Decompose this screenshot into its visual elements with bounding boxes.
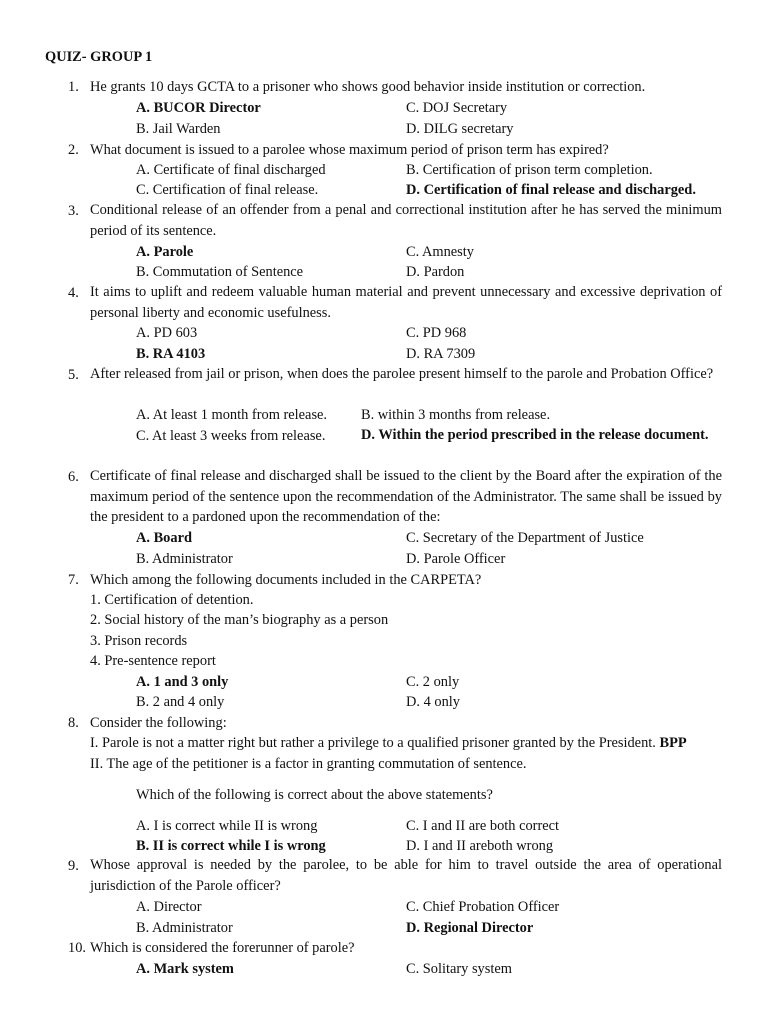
question-number: 6. [68, 469, 79, 485]
answer-option: B. Jail Warden [136, 121, 221, 137]
answer-option: B. 2 and 4 only [136, 694, 225, 710]
question-stem: After released from jail or prison, when does the parolee present himself to the parole and Probation Office? [90, 366, 714, 382]
question-number: 10. [68, 940, 86, 956]
statement-two: II. The age of the petitioner is a factor in granting commutation of sentence. [90, 756, 527, 772]
question-stem: Conditional release of an offender from a penal and correctional institution after he has served the minimum period of its sentence. [90, 202, 722, 239]
question-stem: Certificate of final release and discharged shall be issued to the client by the Board after the expiration of the maximum period of the sentence upon the recommendation of the Administrator. The same shall be issued by the president to a pardoned upon the recommendation of the: [90, 468, 722, 525]
answer-option: B. Administrator [136, 551, 233, 567]
answer-option-correct: A. BUCOR Director [136, 100, 261, 116]
statement-one-tag: BPP [659, 735, 687, 751]
answer-option: C. PD 968 [406, 325, 467, 341]
question-stem: Whose approval is needed by the parolee, to be able for him to travel outside the area of operational jurisdiction of the Parole officer? [90, 857, 722, 894]
answer-option: C. Certification of final release. [136, 182, 319, 198]
answer-option: D. I and II areboth wrong [406, 838, 554, 854]
answer-option-correct: A. Board [136, 530, 192, 546]
answer-option: C. Amnesty [406, 244, 474, 260]
list-item: 4. Pre-sentence report [90, 653, 216, 669]
answer-option: A. Director [136, 899, 202, 915]
list-item: 1. Certification of detention. [90, 592, 254, 608]
answer-option-correct: B. II is correct while I is wrong [136, 838, 326, 854]
answer-option: D. Pardon [406, 264, 465, 280]
answer-option: C. Solitary system [406, 961, 512, 977]
answer-option: A. I is correct while II is wrong [136, 818, 318, 834]
answer-option: A. Certificate of final discharged [136, 162, 326, 178]
answer-option: C. I and II are both correct [406, 818, 560, 834]
answer-option: B. within 3 months from release. [361, 407, 551, 423]
list-item: 2. Social history of the man’s biography as a person [90, 612, 389, 628]
answer-option: C. 2 only [406, 674, 460, 690]
answer-option-correct: D. Certification of final release and discharged. [406, 182, 696, 198]
answer-option-correct: A. Mark system [136, 961, 234, 977]
answer-option: D. 4 only [406, 694, 460, 710]
list-item: 3. Prison records [90, 633, 188, 649]
question-number: 2. [68, 142, 79, 158]
answer-option: D. RA 7309 [406, 346, 476, 362]
question-stem: Which among the following documents included in the CARPETA? [90, 572, 482, 588]
answer-option: C. Chief Probation Officer [406, 899, 560, 915]
answer-option-correct: D. Within the period prescribed in the release document. [361, 427, 709, 443]
answer-option: B. Certification of prison term completion. [406, 162, 653, 178]
answer-option: B. Commutation of Sentence [136, 264, 304, 280]
question-stem: It aims to uplift and redeem valuable human material and prevent unnecessary and excessive deprivation of personal liberty and economic usefulness. [90, 284, 722, 321]
answer-option-correct: A. 1 and 3 only [136, 674, 229, 690]
question-stem: He grants 10 days GCTA to a prisoner who shows good behavior inside institution or correction. [90, 79, 646, 95]
sub-question: Which of the following is correct about the above statements? [136, 787, 493, 803]
answer-option: D. DILG secretary [406, 121, 514, 137]
question-stem: What document is issued to a parolee whose maximum period of prison term has expired? [90, 142, 609, 158]
answer-option: D. Parole Officer [406, 551, 506, 567]
answer-option: C. Secretary of the Department of Justice [406, 530, 644, 546]
answer-option: C. At least 3 weeks from release. [136, 428, 326, 444]
question-number: 9. [68, 858, 79, 874]
answer-option: A. PD 603 [136, 325, 198, 341]
answer-option-correct: B. RA 4103 [136, 346, 206, 362]
question-number: 5. [68, 367, 79, 383]
question-number: 4. [68, 285, 79, 301]
answer-option: A. At least 1 month from release. [136, 407, 328, 423]
question-number: 7. [68, 572, 79, 588]
answer-option-correct: D. Regional Director [406, 920, 534, 936]
statement-one-text: I. Parole is not a matter right but rather a privilege to a qualified prisoner granted by the President. [90, 735, 656, 751]
answer-option: C. DOJ Secretary [406, 100, 508, 116]
answer-option-correct: A. Parole [136, 244, 194, 260]
answer-option: B. Administrator [136, 920, 233, 936]
quiz-title: QUIZ- GROUP 1 [45, 49, 153, 65]
question-number: 1. [68, 79, 79, 95]
statement-one [90, 734, 687, 752]
question-number: 3. [68, 203, 79, 219]
question-stem: Consider the following: [90, 715, 227, 731]
question-stem: Which is considered the forerunner of parole? [90, 940, 355, 956]
question-number: 8. [68, 715, 79, 731]
